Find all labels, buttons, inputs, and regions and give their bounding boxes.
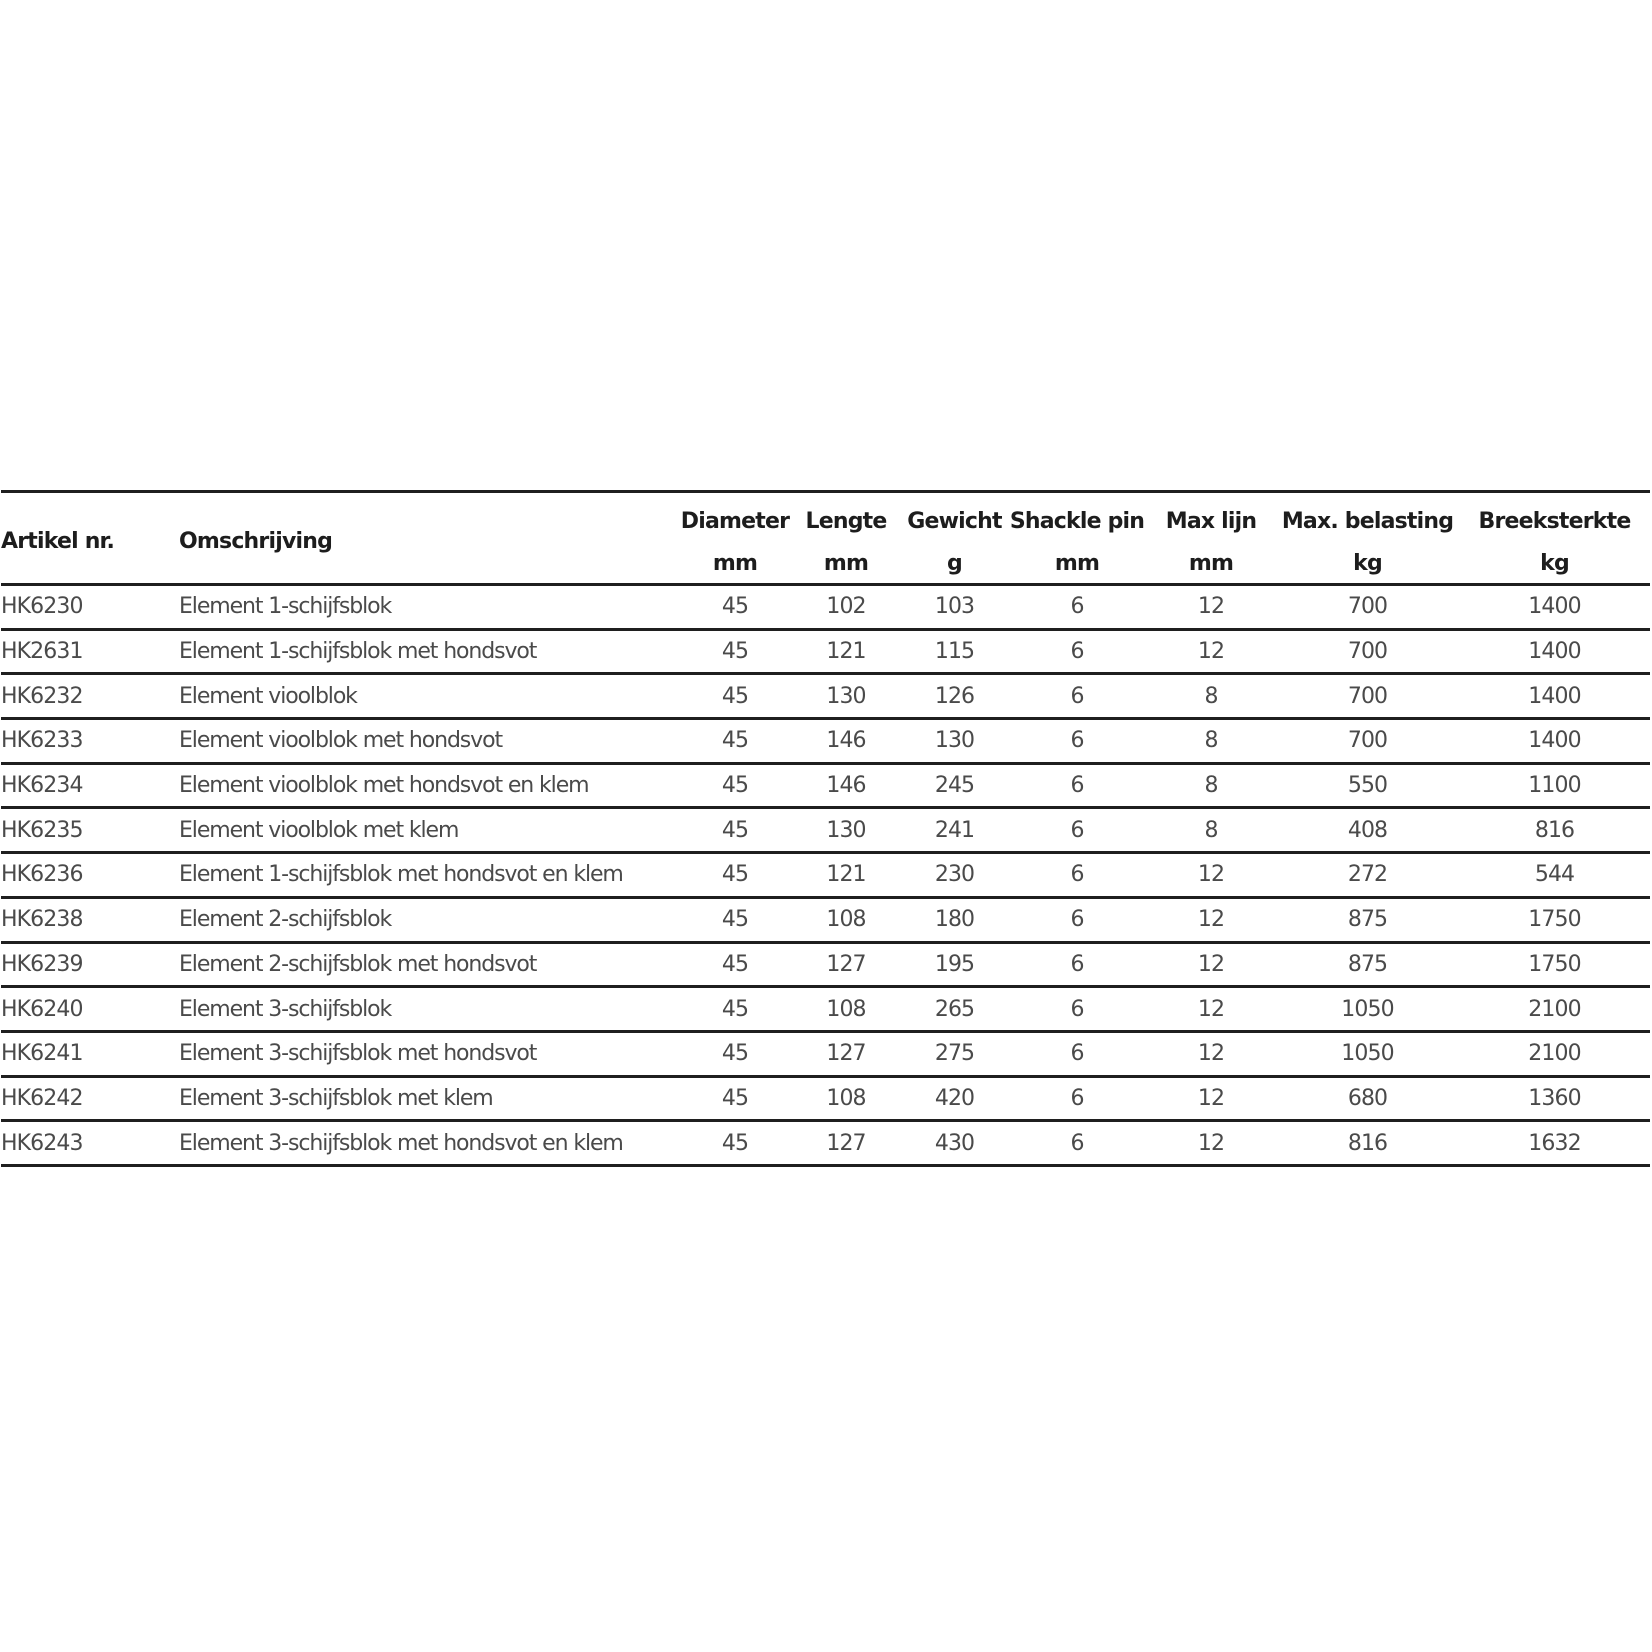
cell-omschrijving: Element vioolblok met hondsvot en klem	[179, 763, 679, 808]
cell-lengte: 130	[791, 808, 901, 853]
cell-max-belasting: 700	[1276, 719, 1459, 764]
table-row	[1, 853, 1650, 898]
cell-max-lijn: 8	[1146, 763, 1276, 808]
cell-lengte: 146	[791, 719, 901, 764]
table-row	[1, 585, 1650, 630]
cell-diameter: 45	[679, 763, 791, 808]
table-row	[1, 897, 1650, 942]
cell-diameter: 45	[679, 942, 791, 987]
cell-omschrijving: Element 3-schijfsblok met klem	[179, 1076, 679, 1121]
cell-diameter: 45	[679, 853, 791, 898]
cell-artikel: HK6240	[1, 987, 179, 1032]
cell-artikel: HK6242	[1, 1076, 179, 1121]
cell-omschrijving: Element 2-schijfsblok	[179, 897, 679, 942]
table-body	[1, 585, 1650, 1166]
cell-lengte: 130	[791, 674, 901, 719]
cell-shackle-pin: 6	[1008, 585, 1146, 630]
cell-breeksterkte: 816	[1459, 808, 1650, 853]
cell-shackle-pin: 6	[1008, 1031, 1146, 1076]
cell-max-belasting: 700	[1276, 674, 1459, 719]
cell-omschrijving: Element 1-schijfsblok	[179, 585, 679, 630]
unit-max-belasting: kg	[1276, 543, 1459, 585]
header-omschrijving: Omschrijving	[179, 492, 679, 585]
cell-shackle-pin: 6	[1008, 629, 1146, 674]
unit-max-lijn: mm	[1146, 543, 1276, 585]
cell-gewicht: 130	[901, 719, 1008, 764]
unit-breeksterkte: kg	[1459, 543, 1650, 585]
cell-max-lijn: 12	[1146, 585, 1276, 630]
cell-artikel: HK6238	[1, 897, 179, 942]
cell-shackle-pin: 6	[1008, 897, 1146, 942]
cell-shackle-pin: 6	[1008, 987, 1146, 1032]
header-artikel: Artikel nr.	[1, 492, 179, 585]
cell-artikel: HK6233	[1, 719, 179, 764]
cell-diameter: 45	[679, 897, 791, 942]
cell-omschrijving: Element 1-schijfsblok met hondsvot en klem	[179, 853, 679, 898]
cell-omschrijving: Element vioolblok met klem	[179, 808, 679, 853]
cell-omschrijving: Element vioolblok	[179, 674, 679, 719]
cell-shackle-pin: 6	[1008, 808, 1146, 853]
cell-shackle-pin: 6	[1008, 674, 1146, 719]
cell-max-lijn: 12	[1146, 1031, 1276, 1076]
cell-gewicht: 241	[901, 808, 1008, 853]
table-row	[1, 1121, 1650, 1166]
cell-diameter: 45	[679, 629, 791, 674]
cell-breeksterkte: 544	[1459, 853, 1650, 898]
table-row	[1, 674, 1650, 719]
cell-lengte: 121	[791, 629, 901, 674]
cell-gewicht: 245	[901, 763, 1008, 808]
header-max-lijn: Max lijn	[1165, 508, 1257, 534]
cell-max-lijn: 12	[1146, 1076, 1276, 1121]
unit-lengte: mm	[791, 543, 901, 585]
cell-max-lijn: 12	[1146, 942, 1276, 987]
cell-shackle-pin: 6	[1008, 942, 1146, 987]
cell-omschrijving: Element vioolblok met hondsvot	[179, 719, 679, 764]
cell-lengte: 108	[791, 987, 901, 1032]
cell-gewicht: 230	[901, 853, 1008, 898]
table-row	[1, 942, 1650, 987]
cell-omschrijving: Element 3-schijfsblok met hondsvot	[179, 1031, 679, 1076]
cell-max-lijn: 12	[1146, 853, 1276, 898]
cell-max-belasting: 1050	[1276, 987, 1459, 1032]
table-header	[1, 492, 1650, 585]
cell-max-lijn: 8	[1146, 719, 1276, 764]
header-shackle-pin: Shackle pin	[1009, 508, 1145, 534]
cell-lengte: 102	[791, 585, 901, 630]
cell-lengte: 108	[791, 897, 901, 942]
cell-breeksterkte: 2100	[1459, 987, 1650, 1032]
unit-gewicht: g	[901, 543, 1008, 585]
table-row	[1, 987, 1650, 1032]
cell-max-belasting: 700	[1276, 585, 1459, 630]
cell-max-lijn: 12	[1146, 987, 1276, 1032]
table-row	[1, 763, 1650, 808]
cell-lengte: 127	[791, 1121, 901, 1166]
cell-diameter: 45	[679, 1121, 791, 1166]
cell-breeksterkte: 1400	[1459, 585, 1650, 630]
cell-max-belasting: 875	[1276, 897, 1459, 942]
cell-lengte: 108	[791, 1076, 901, 1121]
cell-max-belasting: 680	[1276, 1076, 1459, 1121]
cell-max-belasting: 700	[1276, 629, 1459, 674]
cell-gewicht: 180	[901, 897, 1008, 942]
cell-shackle-pin: 6	[1008, 1121, 1146, 1166]
cell-max-belasting: 1050	[1276, 1031, 1459, 1076]
cell-max-belasting: 550	[1276, 763, 1459, 808]
cell-breeksterkte: 1632	[1459, 1121, 1650, 1166]
cell-shackle-pin: 6	[1008, 853, 1146, 898]
cell-shackle-pin: 6	[1008, 719, 1146, 764]
spec-table	[1, 490, 1650, 1167]
cell-artikel: HK6235	[1, 808, 179, 853]
cell-diameter: 45	[679, 1076, 791, 1121]
unit-diameter: mm	[679, 543, 791, 585]
cell-max-lijn: 8	[1146, 808, 1276, 853]
cell-lengte: 121	[791, 853, 901, 898]
cell-artikel: HK6230	[1, 585, 179, 630]
cell-max-belasting: 408	[1276, 808, 1459, 853]
cell-lengte: 127	[791, 942, 901, 987]
cell-omschrijving: Element 2-schijfsblok met hondsvot	[179, 942, 679, 987]
cell-artikel: HK6236	[1, 853, 179, 898]
cell-diameter: 45	[679, 987, 791, 1032]
header-breeksterkte: Breeksterkte	[1478, 508, 1631, 534]
cell-max-belasting: 272	[1276, 853, 1459, 898]
cell-shackle-pin: 6	[1008, 763, 1146, 808]
cell-max-lijn: 12	[1146, 629, 1276, 674]
cell-max-belasting: 875	[1276, 942, 1459, 987]
table-row	[1, 1076, 1650, 1121]
cell-breeksterkte: 2100	[1459, 1031, 1650, 1076]
unit-shackle-pin: mm	[1008, 543, 1146, 585]
cell-diameter: 45	[679, 808, 791, 853]
cell-artikel: HK6243	[1, 1121, 179, 1166]
cell-omschrijving: Element 3-schijfsblok	[179, 987, 679, 1032]
header-lengte: Lengte	[805, 508, 887, 534]
cell-gewicht: 195	[901, 942, 1008, 987]
cell-diameter: 45	[679, 585, 791, 630]
cell-gewicht: 115	[901, 629, 1008, 674]
cell-max-lijn: 12	[1146, 897, 1276, 942]
cell-gewicht: 126	[901, 674, 1008, 719]
cell-breeksterkte: 1360	[1459, 1076, 1650, 1121]
cell-artikel: HK6239	[1, 942, 179, 987]
cell-max-belasting: 816	[1276, 1121, 1459, 1166]
cell-breeksterkte: 1750	[1459, 942, 1650, 987]
cell-breeksterkte: 1100	[1459, 763, 1650, 808]
cell-gewicht: 420	[901, 1076, 1008, 1121]
cell-artikel: HK6234	[1, 763, 179, 808]
cell-lengte: 146	[791, 763, 901, 808]
header-diameter: Diameter	[680, 508, 790, 534]
cell-breeksterkte: 1400	[1459, 629, 1650, 674]
header-max-belasting: Max. belasting	[1281, 508, 1454, 534]
cell-diameter: 45	[679, 674, 791, 719]
header-row	[1, 492, 1650, 544]
cell-artikel: HK6232	[1, 674, 179, 719]
header-gewicht: Gewicht	[907, 508, 1002, 534]
cell-breeksterkte: 1400	[1459, 719, 1650, 764]
cell-gewicht: 103	[901, 585, 1008, 630]
cell-artikel: HK2631	[1, 629, 179, 674]
cell-breeksterkte: 1750	[1459, 897, 1650, 942]
cell-lengte: 127	[791, 1031, 901, 1076]
cell-diameter: 45	[679, 719, 791, 764]
table-row	[1, 1031, 1650, 1076]
cell-breeksterkte: 1400	[1459, 674, 1650, 719]
cell-gewicht: 275	[901, 1031, 1008, 1076]
cell-max-lijn: 8	[1146, 674, 1276, 719]
table-row	[1, 808, 1650, 853]
table-row	[1, 629, 1650, 674]
cell-diameter: 45	[679, 1031, 791, 1076]
cell-gewicht: 265	[901, 987, 1008, 1032]
cell-omschrijving: Element 3-schijfsblok met hondsvot en klem	[179, 1121, 679, 1166]
cell-artikel: HK6241	[1, 1031, 179, 1076]
cell-gewicht: 430	[901, 1121, 1008, 1166]
cell-shackle-pin: 6	[1008, 1076, 1146, 1121]
cell-max-lijn: 12	[1146, 1121, 1276, 1166]
table-row	[1, 719, 1650, 764]
cell-omschrijving: Element 1-schijfsblok met hondsvot	[179, 629, 679, 674]
